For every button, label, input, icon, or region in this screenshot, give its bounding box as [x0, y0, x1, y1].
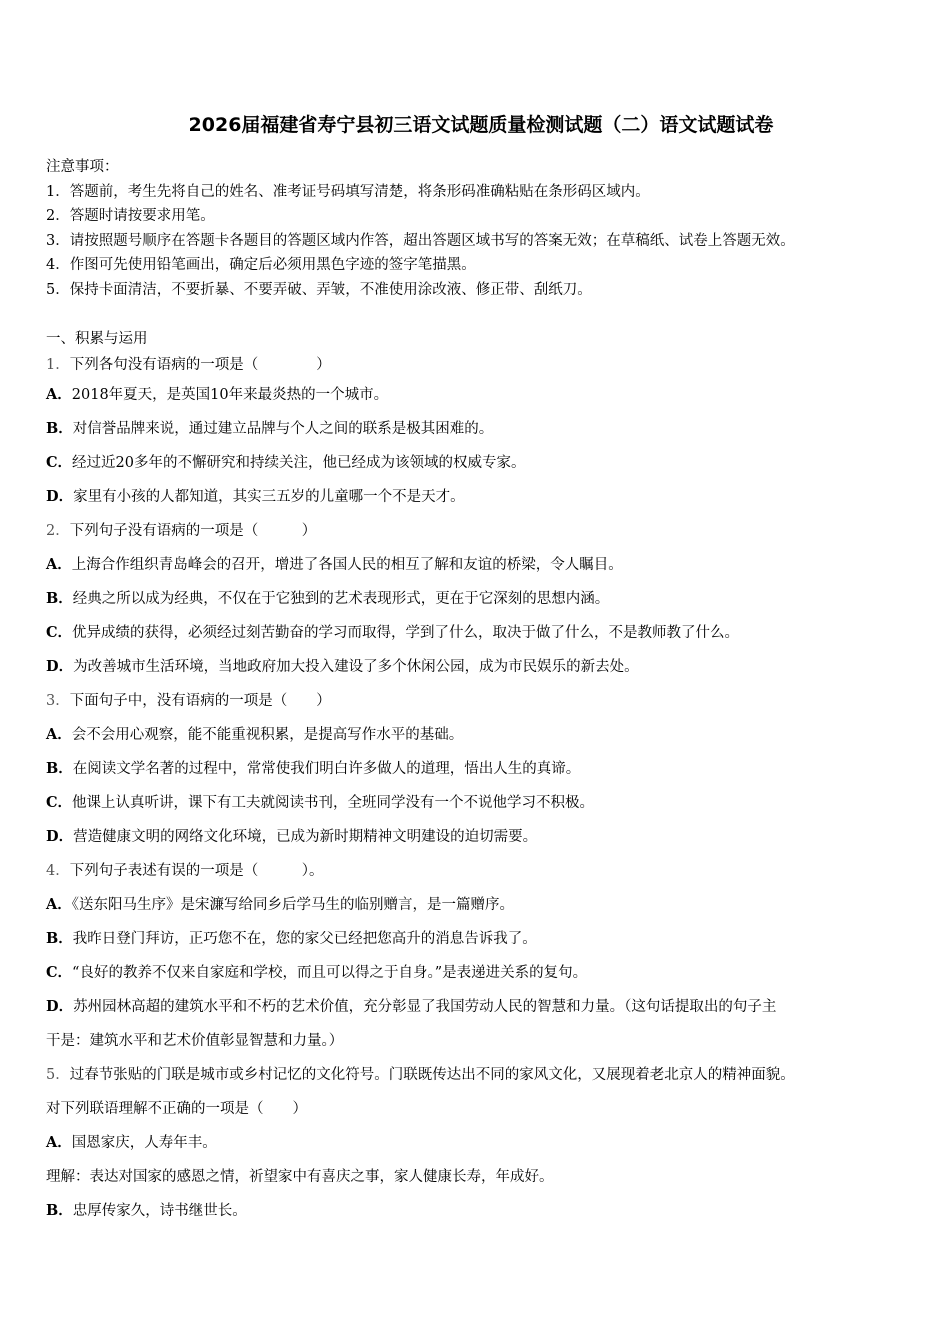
question-text: 下列句子没有语病的一项是（ ） [69, 522, 317, 539]
option-letter: D． [46, 657, 74, 675]
option-text: 忠厚传家久，诗书继世长。 [72, 1202, 247, 1219]
option-b [46, 582, 916, 616]
question-text: 下列各句没有语病的一项是（ ） [69, 356, 331, 373]
option-c [46, 446, 916, 480]
option-a [46, 1126, 916, 1160]
option-text: 家里有小孩的人都知道，其实三五岁的儿童哪一个不是天才。 [73, 488, 465, 505]
option-text: 经过近20多年的不懈研究和持续关注，他已经成为该领域的权威专家。 [72, 454, 526, 471]
option-letter: C． [46, 623, 73, 641]
option-text: 2018年夏天，是英国10年来最炎热的一个城市。 [71, 386, 389, 403]
option-letter: B． [46, 589, 73, 607]
option-letter: C． [46, 793, 73, 811]
option-letter: A． [46, 725, 72, 743]
option-d [46, 480, 916, 514]
option-d-continuation: 干是：建筑水平和艺术价值彰显智慧和力量。） [46, 1032, 344, 1049]
option-a [46, 888, 916, 922]
notice-item: 2．答题时请按要求用笔。 [46, 208, 215, 224]
question-number: 5． [46, 1066, 70, 1083]
question-5 [46, 1058, 916, 1228]
question-text: 过春节张贴的门联是城市或乡村记忆的文化符号。门联既传达出不同的家风文化，又展现着老北京人的精神面貌。 [69, 1066, 795, 1083]
option-text: 《送东阳马生序》是宋濂写给同乡后学马生的临别赠言，是一篇赠序。 [71, 896, 515, 913]
option-explanation: 理解：表达对国家的感恩之情，祈望家中有喜庆之事，家人健康长寿，年成好。 [46, 1168, 554, 1185]
option-letter: C． [46, 963, 73, 981]
option-text: 优异成绩的获得，必须经过刻苦勤奋的学习而取得，学到了什么，取决于做了什么，不是教师教了什么。 [72, 624, 740, 641]
notice-item: 3．请按照题号顺序在答题卡各题目的答题区域内作答，超出答题区域书写的答案无效；在草稿纸、试卷上答题无效。 [46, 232, 795, 249]
option-letter: B． [46, 759, 73, 777]
question-stem [46, 684, 916, 718]
option-c [46, 956, 916, 990]
option-letter: D． [46, 997, 74, 1015]
option-text: 经典之所以成为经典，不仅在于它独到的艺术表现形式，更在于它深刻的思想内涵。 [72, 590, 610, 607]
question-stem [46, 854, 916, 888]
option-letter: B． [46, 419, 73, 437]
notice-block [46, 155, 916, 302]
question-stem-continuation: 对下列联语理解不正确的一项是（ ） [46, 1100, 307, 1117]
option-letter: A． [46, 555, 72, 573]
question-number: 3． [46, 692, 70, 709]
notice-item: 4．作图可先使用铅笔画出，确定后必须用黑色字迹的签字笔描黑。 [46, 257, 476, 273]
option-text: 我昨日登门拜访，正巧您不在，您的家父已经把您高升的消息告诉我了。 [72, 930, 537, 947]
option-letter: C． [46, 453, 73, 471]
option-d [46, 650, 916, 684]
option-d [46, 990, 916, 1024]
page-title: 2026届福建省寿宁县初三语文试题质量检测试题（二）语文试题试卷 [188, 114, 774, 136]
exam-page [46, 110, 916, 1228]
spacer [46, 302, 916, 327]
question-2 [46, 514, 916, 684]
option-c [46, 616, 916, 650]
question-text: 下列句子表述有误的一项是（ ）。 [69, 862, 324, 879]
question-3 [46, 684, 916, 854]
question-text: 下面句子中，没有语病的一项是（ ） [69, 692, 331, 709]
option-b [46, 922, 916, 956]
option-text: “良好的教养不仅来自家庭和学校，而且可以得之于自身。”是表递进关系的复句。 [72, 964, 588, 981]
option-d [46, 820, 916, 854]
option-letter: A． [46, 385, 72, 403]
option-text: 他课上认真听讲，课下有工夫就阅读书刊，全班同学没有一个不说他学习不积极。 [72, 794, 595, 811]
option-letter: B． [46, 929, 73, 947]
option-text: 苏州园林高超的建筑水平和不朽的艺术价值，充分彰显了我国劳动人民的智慧和力量。（这句话提取出的句子主 [73, 998, 777, 1015]
option-c [46, 786, 916, 820]
question-stem [46, 1058, 916, 1092]
question-number: 2． [46, 522, 70, 539]
option-letter: D． [46, 827, 74, 845]
section-heading: 一、积累与运用 [46, 331, 148, 347]
question-stem [46, 352, 916, 378]
notice-heading: 注意事项： [46, 159, 119, 175]
option-text: 在阅读文学名著的过程中，常常使我们明白许多做人的道理，悟出人生的真谛。 [72, 760, 581, 777]
option-letter: A． [46, 1133, 72, 1151]
question-stem [46, 514, 916, 548]
question-4 [46, 854, 916, 1058]
option-letter: D． [46, 487, 74, 505]
question-number: 1． [46, 356, 70, 373]
option-a [46, 378, 916, 412]
option-b [46, 1194, 916, 1228]
option-text: 营造健康文明的网络文化环境，已成为新时期精神文明建设的迫切需要。 [73, 828, 538, 845]
option-text: 对信誉品牌来说，通过建立品牌与个人之间的联系是极其困难的。 [72, 420, 494, 437]
option-letter: A． [46, 895, 72, 913]
option-text: 为改善城市生活环境，当地政府加大投入建设了多个休闲公园，成为市民娱乐的新去处。 [73, 658, 639, 675]
question-number: 4． [46, 862, 70, 879]
option-a [46, 548, 916, 582]
option-b [46, 412, 916, 446]
option-text: 上海合作组织青岛峰会的召开，增进了各国人民的相互了解和友谊的桥梁，令人瞩目。 [71, 556, 623, 573]
option-letter: B． [46, 1201, 73, 1219]
option-text: 会不会用心观察，能不能重视积累，是提高写作水平的基础。 [71, 726, 464, 743]
question-1 [46, 352, 916, 514]
notice-item: 5．保持卡面清洁，不要折暴、不要弄破、弄皱，不准使用涂改液、修正带、刮纸刀。 [46, 281, 592, 298]
option-text: 国恩家庆，人寿年丰。 [71, 1134, 217, 1151]
notice-item: 1．答题前，考生先将自己的姓名、准考证号码填写清楚，将条形码准确粘贴在条形码区域内。 [46, 183, 650, 200]
option-a [46, 718, 916, 752]
option-b [46, 752, 916, 786]
